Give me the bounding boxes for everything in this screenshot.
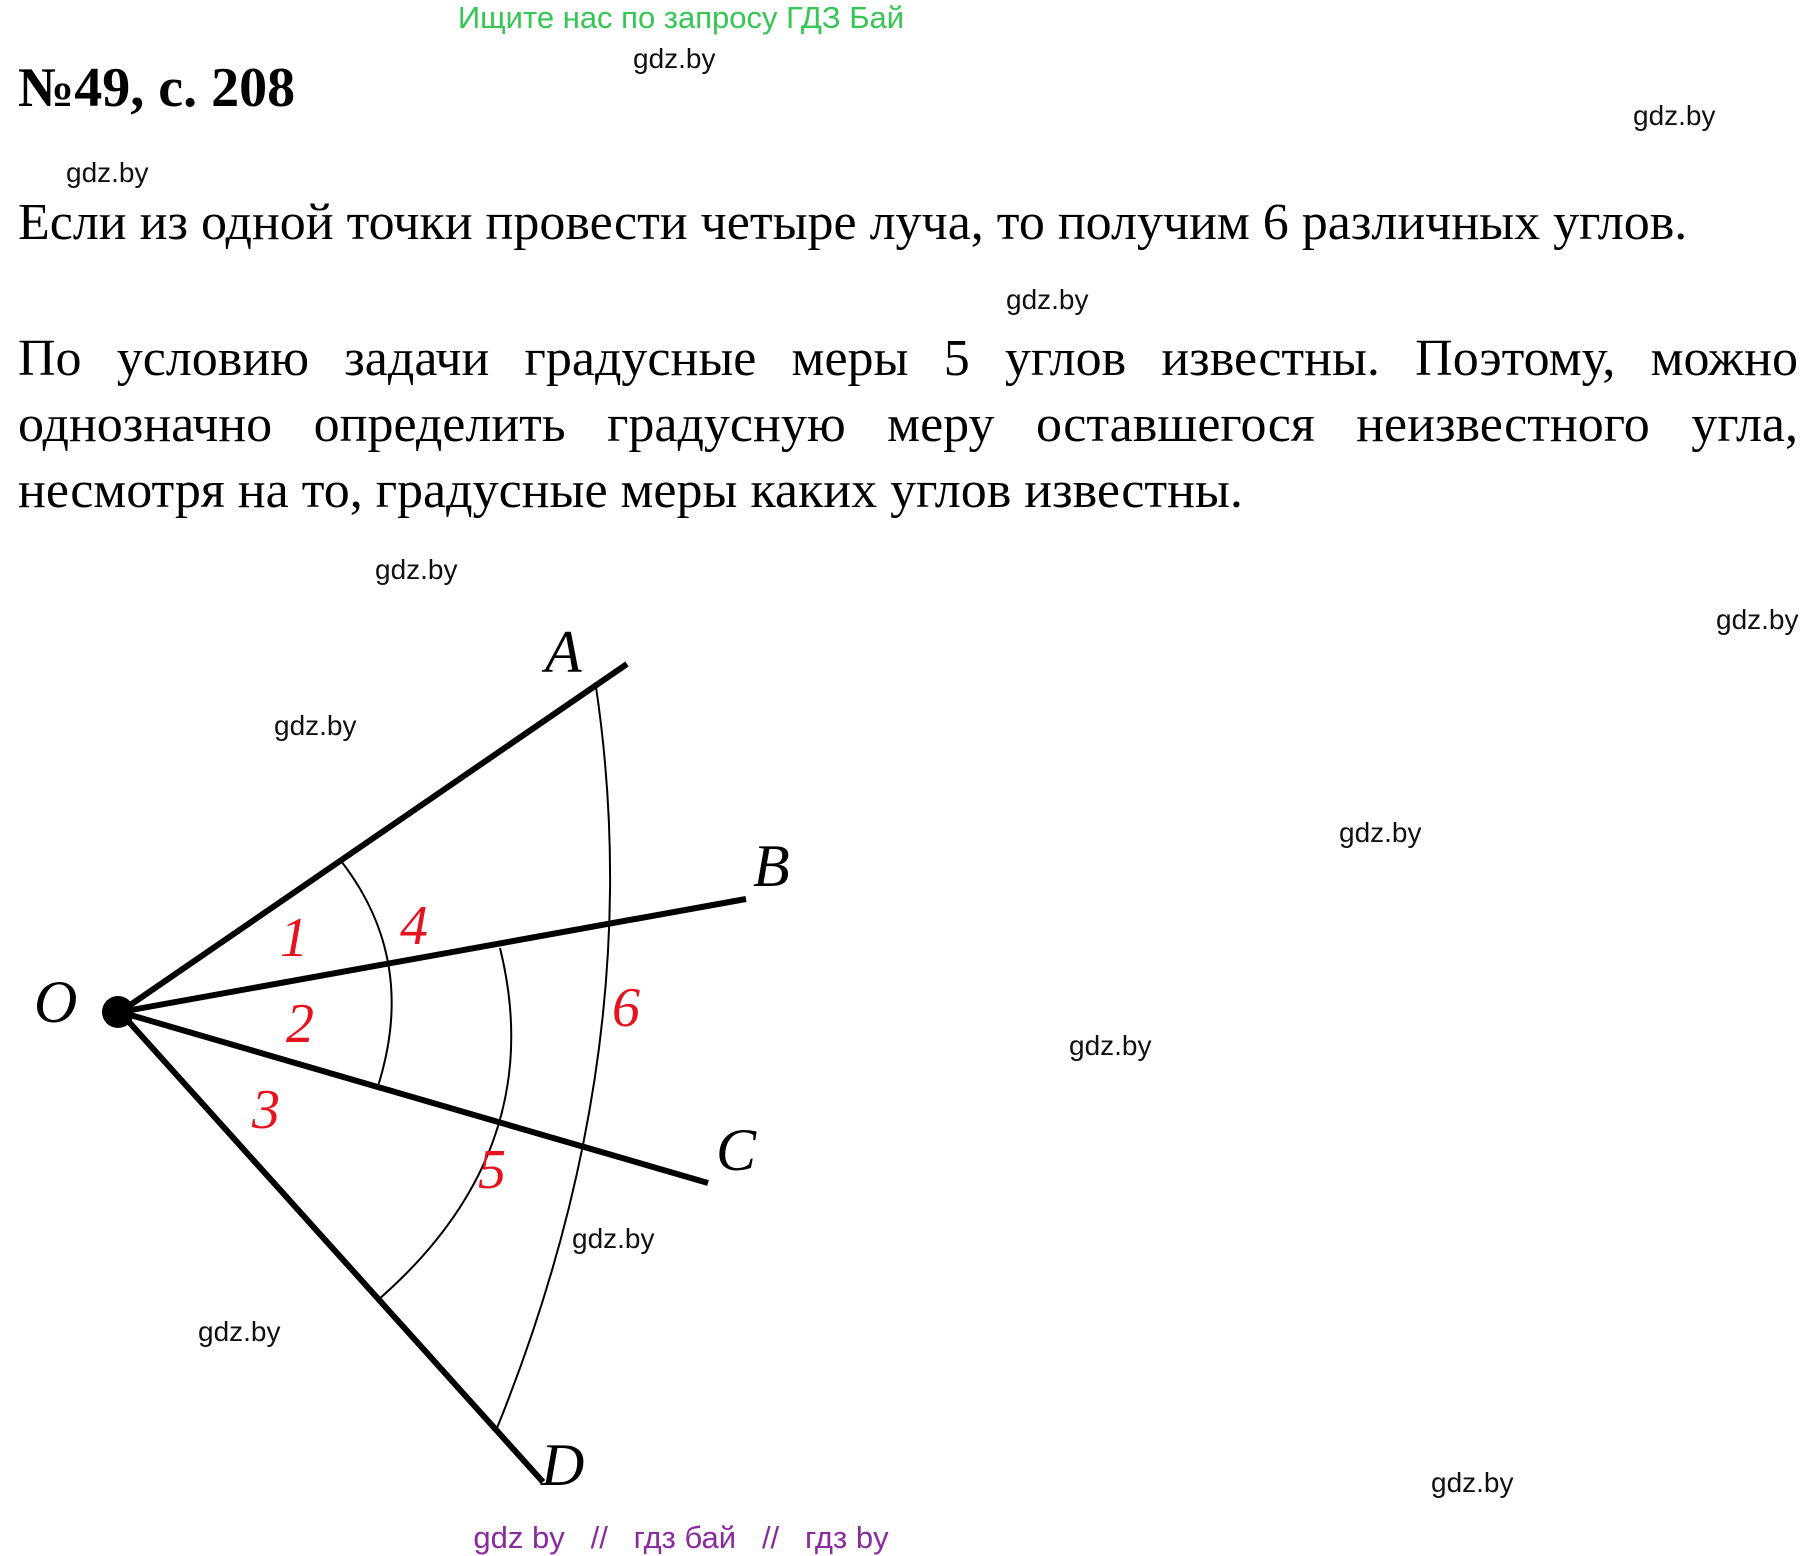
watermark: gdz.by	[274, 710, 357, 741]
paragraph-rays: Если из одной точки провести четыре луча, то получим 6 различных углов.	[18, 194, 1688, 251]
ray-OA	[120, 664, 627, 1012]
watermark: gdz.by	[1006, 284, 1089, 315]
watermark: gdz.by	[633, 43, 716, 74]
angle-label-2: 2	[286, 993, 314, 1055]
arc-angle-6	[497, 687, 610, 1428]
watermark: gdz.by	[1339, 817, 1422, 848]
watermark: gdz.by	[375, 554, 458, 585]
watermark: gdz.by	[198, 1316, 281, 1347]
watermark: gdz.by	[66, 157, 149, 188]
page-title: №49, с. 208	[18, 57, 296, 119]
angle-label-3: 3	[252, 1079, 280, 1141]
watermark: gdz.by	[572, 1223, 655, 1254]
ray-OD	[120, 1012, 543, 1482]
footer-separator: //	[761, 1520, 780, 1555]
footer-part-3: гдз by	[805, 1520, 889, 1555]
watermark: gdz.by	[1716, 604, 1799, 635]
footer-part-1: gdz by	[473, 1520, 565, 1555]
angle-label-5: 5	[478, 1139, 506, 1201]
watermark: gdz.by	[1069, 1030, 1152, 1061]
watermark: gdz.by	[1431, 1467, 1514, 1498]
point-O	[102, 996, 134, 1028]
label-B: B	[753, 833, 790, 899]
arc-angle-5	[378, 948, 511, 1300]
watermark: gdz.by	[1633, 100, 1716, 131]
angle-label-4: 4	[400, 895, 428, 957]
ray-OB	[120, 899, 746, 1012]
label-C: C	[716, 1117, 757, 1183]
paragraph-angles: По условию задачи градусные меры 5 углов известны. Поэтому, можно однозначно определить градусную меру оставшегося неизвестного угла, несмотря на то, градусные меры каких углов известны.	[18, 330, 1798, 519]
footer-separator: //	[590, 1520, 608, 1555]
label-A: A	[545, 619, 582, 685]
label-D: D	[541, 1432, 585, 1498]
footer-watermark	[0, 1520, 1590, 1556]
search-banner: Ищите нас по запросу ГДЗ Бай	[457, 0, 905, 35]
angle-label-1: 1	[280, 907, 308, 969]
rays-figure	[0, 560, 820, 1500]
angle-label-6: 6	[612, 977, 640, 1039]
footer-part-2: гдз бай	[633, 1520, 737, 1555]
label-O: O	[34, 969, 78, 1035]
